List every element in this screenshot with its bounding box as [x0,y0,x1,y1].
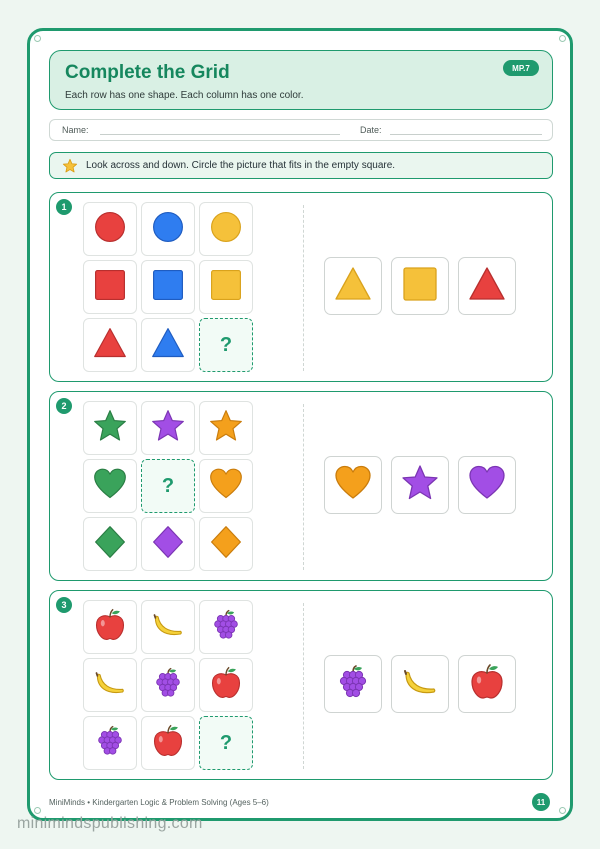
grid-cell [141,318,195,372]
purple-star-icon [150,408,186,449]
divider [303,205,304,371]
divider [303,603,304,769]
grid-cell [141,716,195,770]
orange-diamond-icon [208,524,244,565]
orange-heart-icon [333,463,373,508]
blue-square-icon [150,267,186,308]
answer-option[interactable] [458,257,516,315]
name-date-bar [49,119,553,141]
watermark: minimindspublishing.com [17,815,203,832]
empty-square [199,716,253,770]
corner-dot [34,35,41,42]
grid-cell [141,202,195,256]
question-mark: ? [219,333,233,356]
question-mark: ? [161,474,175,497]
corner-dot [34,807,41,814]
grid-cell [83,260,137,314]
green-heart-icon [92,466,128,507]
grid-cell [141,401,195,455]
grid-cell [83,202,137,256]
page-subtitle: Each row has one shape. Each column has one color. [65,90,304,101]
grid-cell [199,459,253,513]
grid-cell [199,517,253,571]
corner-dot [559,35,566,42]
instruction-text: Look across and down. Circle the picture that fits in the empty square. [86,160,396,171]
divider [303,404,304,570]
purple-star-icon [400,463,440,508]
grapes-icon [92,723,128,764]
red-square-icon [92,267,128,308]
star-icon [62,158,78,174]
problem-panel-2 [49,391,553,581]
blue-triangle-icon [150,325,186,366]
answer-option[interactable] [391,655,449,713]
yellow-circle-icon [208,209,244,250]
problem-number: 2 [56,398,72,414]
apple-icon [208,665,244,706]
purple-heart-icon [467,463,507,508]
name-label: Name: [62,125,89,135]
grid-cell [199,600,253,654]
grid-cell [199,260,253,314]
date-label: Date: [360,125,382,135]
page-title: Complete the Grid [65,62,230,83]
problem-panel-1 [49,192,553,382]
grid-cell [199,202,253,256]
yellow-square-icon [208,267,244,308]
name-line[interactable] [100,134,340,135]
purple-diamond-icon [150,524,186,565]
empty-square [199,318,253,372]
instruction-box [49,152,553,179]
corner-dot [559,807,566,814]
banana-icon [400,662,440,707]
grid-cell [141,658,195,712]
grid-cell [141,260,195,314]
grid-cell [83,459,137,513]
problem-panel-3 [49,590,553,780]
grid-cell [141,600,195,654]
grapes-icon [333,662,373,707]
worksheet-page [27,28,573,821]
answer-option[interactable] [458,456,516,514]
grid-cell [141,517,195,571]
question-mark: ? [219,731,233,754]
blue-circle-icon [150,209,186,250]
grid-cell [83,517,137,571]
banana-icon [92,665,128,706]
date-line[interactable] [390,134,542,135]
grid-cell [83,716,137,770]
red-circle-icon [92,209,128,250]
footer-text: MiniMinds • Kindergarten Logic & Problem Solving (Ages 5–6) [49,798,269,807]
grid-cell [83,600,137,654]
grapes-icon [150,665,186,706]
problem-number: 1 [56,199,72,215]
orange-heart-icon [208,466,244,507]
red-triangle-icon [467,264,507,309]
problem-number: 3 [56,597,72,613]
grid-cell [199,658,253,712]
red-triangle-icon [92,325,128,366]
answer-option[interactable] [391,257,449,315]
standard-badge: MP.7 [503,60,539,76]
answer-option[interactable] [324,655,382,713]
grid-cell [83,318,137,372]
answer-option[interactable] [391,456,449,514]
answer-option[interactable] [324,257,382,315]
grid-cell [83,658,137,712]
answer-option[interactable] [324,456,382,514]
grid-cell [83,401,137,455]
header-banner [49,50,553,110]
green-star-icon [92,408,128,449]
yellow-square-icon [400,264,440,309]
empty-square [141,459,195,513]
green-diamond-icon [92,524,128,565]
apple-icon [92,607,128,648]
banana-icon [150,607,186,648]
apple-icon [467,662,507,707]
page-number: 11 [532,793,550,811]
apple-icon [150,723,186,764]
grapes-icon [208,607,244,648]
yellow-triangle-icon [333,264,373,309]
answer-option[interactable] [458,655,516,713]
grid-cell [199,401,253,455]
orange-star-icon [208,408,244,449]
